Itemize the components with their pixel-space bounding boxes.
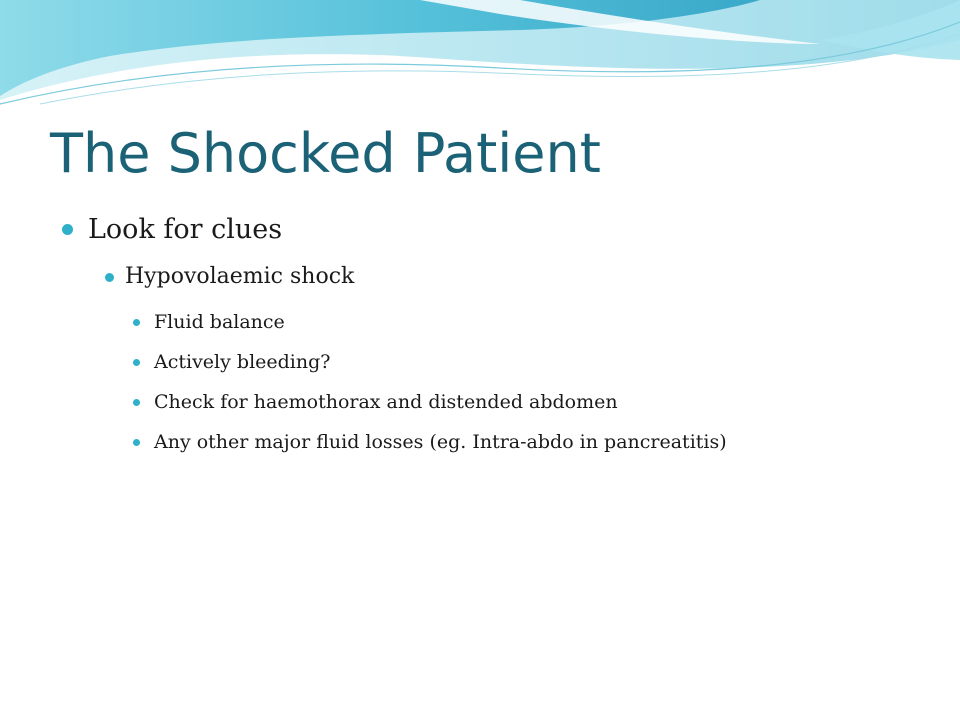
bullet-text: Look for clues <box>88 214 283 245</box>
bullet-list <box>60 210 940 462</box>
bullet-item-hypovolaemic-shock <box>60 254 940 300</box>
bullet-dot-icon <box>133 359 140 366</box>
bullet-text: Fluid balance <box>154 311 285 333</box>
bullet-text: Check for haemothorax and distended abdomen <box>154 391 618 413</box>
bullet-item-haemothorax <box>60 382 940 422</box>
bullet-text: Actively bleeding? <box>154 351 331 373</box>
bullet-dot-icon <box>105 273 114 282</box>
bullet-item-fluid-balance <box>60 302 940 342</box>
wave-header-decoration <box>0 0 960 130</box>
bullet-dot-icon <box>133 399 140 406</box>
slide-title: The Shocked Patient <box>50 122 601 185</box>
bullet-text: Hypovolaemic shock <box>125 264 355 289</box>
bullet-dot-icon <box>133 439 140 446</box>
bullet-item-look-for-clues <box>60 210 940 250</box>
bullet-dot-icon <box>133 319 140 326</box>
bullet-text: Any other major fluid losses (eg. Intra-abdo in pancreatitis) <box>154 431 727 453</box>
bullet-item-fluid-losses <box>60 422 940 462</box>
bullet-item-actively-bleeding <box>60 342 940 382</box>
bullet-dot-icon <box>62 224 73 235</box>
